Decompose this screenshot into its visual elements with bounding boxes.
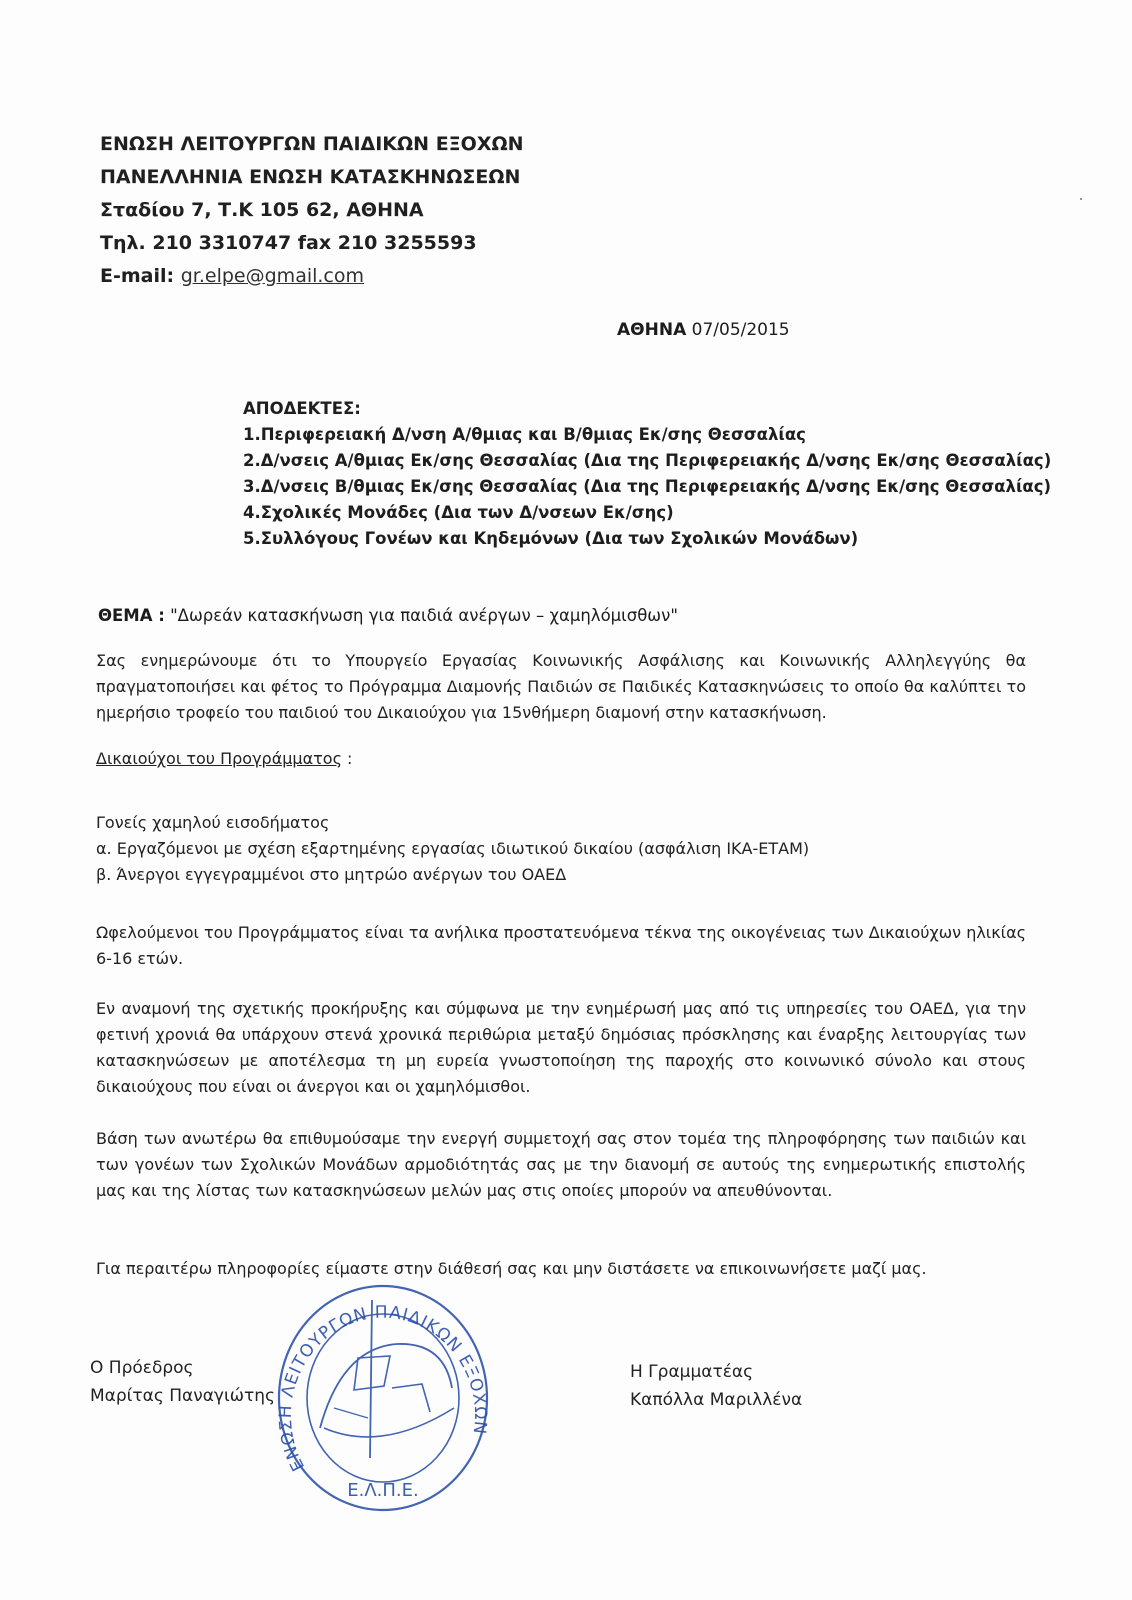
closing-paragraph: Για περαιτέρω πληροφορίες είμαστε στην διάθεσή σας και μην διστάσετε να επικοινωνήσετε μαζί μας.	[96, 1259, 927, 1278]
beneficiaries-group: Γονείς χαμηλού εισοδήματος	[96, 813, 330, 832]
subject-text: "Δωρεάν κατασκήνωση για παιδιά ανέργων – χαμηλόμισθων"	[164, 606, 678, 625]
intro-paragraph: Σας ενημερώνουμε ότι το Υπουργείο Εργασίας Κοινωνικής Ασφάλισης και Κοινωνικής Αλληλεγγύης θα πραγματοποιήσει και φέτος το Πρόγραμμα Διαμονής Παιδιών σε Παιδικές Κατασκηνώσεις το οποίο θα καλύπτει το ημερήσιο τροφείο του παιδιού του Δικαιούχου για 15νθήμερη διαμονή στην κατασκήνωση.	[96, 651, 1026, 722]
recipient-item: 5.Συλλόγους Γονέων και Κηδεμόνων (Δια των Σχολικών Μονάδων)	[243, 529, 859, 548]
recipient-item: 4.Σχολικές Μονάδες (Δια των Δ/νσεων Εκ/σης)	[243, 503, 674, 522]
email-link[interactable]: gr.elpe@gmail.com	[180, 265, 365, 287]
official-stamp	[272, 1278, 494, 1516]
org-address: Σταδίου 7, Τ.Κ 105 62, ΑΘΗΝΑ	[100, 199, 424, 221]
secretary-signature	[630, 1358, 802, 1414]
president-signature	[90, 1354, 275, 1410]
secretary-title: Η Γραμματέας	[630, 1362, 754, 1382]
president-title: Ο Πρόεδρος	[90, 1358, 194, 1378]
scan-speck	[1080, 198, 1082, 200]
recipient-item: 3.Δ/νσεις Β/θμιας Εκ/σης Θεσσαλίας (Δια της Περιφερειακής Δ/νσης Εκ/σης Θεσσαλίας)	[243, 477, 1052, 496]
beneficiaries-heading-line	[96, 746, 352, 772]
recipient-item: 1.Περιφερειακή Δ/νση Α/θμιας και Β/θμιας Εκ/σης Θεσσαλίας	[243, 425, 806, 444]
stamp-ring-text: ΕΝΩΣΗ ΛΕΙΤΟΥΡΓΩΝ ΠΑΙΔΙΚΩΝ ΕΞΟΧΩΝ	[275, 1302, 491, 1475]
beneficiary-item: α. Εργαζόμενοι με σχέση εξαρτημένης εργασίας ιδιωτικού δικαίου (ασφάλιση ΙΚΑ-ΕΤΑΜ)	[96, 839, 810, 858]
request-paragraph: Βάση των ανωτέρω θα επιθυμούσαμε την ενεργή συμμετοχή σας στον τομέα της πληροφόρησης των παιδιών και των γονέων των Σχολικών Μονάδων αρμοδιότητάς σας με την διανομή σε αυτούς της ενημερωτικής επιστολής μας και της λίστας των κατασκηνώσεων μελών μας στις οποίες μπορούν να απευθύνονται.	[96, 1129, 1026, 1200]
children-paragraph: Ωφελούμενοι του Προγράμματος είναι τα ανήλικα προστατευόμενα τέκνα της οικογένειας των Δικαιούχων ηλικίας 6-16 ετών.	[96, 923, 1026, 968]
email-label: E-mail:	[100, 265, 175, 287]
beneficiaries-list	[96, 810, 809, 888]
subject-line	[98, 606, 678, 625]
pending-paragraph: Εν αναμονή της σχετικής προκήρυξης και σύμφωνα με την ενημέρωσή μας από τις υπηρεσίες του ΟΑΕΔ, για την φετινή χρονιά θα υπάρχουν στενά χρονικά περιθώρια μεταξύ δημόσιας πρόσκλησης και έναρξης λειτουργίας των κατασκηνώσεων με αποτέλεσμα τη μη ευρεία γνωστοποίηση της παροχής στο κοινωνικό σύνολο και στους δικαιούχους που είναι οι άνεργοι και οι χαμηλόμισθοι.	[96, 999, 1026, 1096]
secretary-name: Καπόλλα Μαριλλένα	[630, 1390, 803, 1410]
org-phone-fax: Τηλ. 210 3310747 fax 210 3255593	[100, 232, 477, 254]
president-name: Μαρίτας Παναγιώτης	[90, 1386, 275, 1406]
stamp-seal-icon	[272, 1278, 494, 1516]
org-name-line1: ΕΝΩΣΗ ΛΕΙΤΟΥΡΓΩΝ ΠΑΙΔΙΚΩΝ ΕΞΟΧΩΝ	[100, 133, 524, 155]
date-value: 07/05/2015	[691, 320, 790, 340]
letter-date	[617, 320, 790, 340]
recipients-title: ΑΠΟΔΕΚΤΕΣ:	[243, 399, 361, 418]
org-name-line2: ΠΑΝΕΛΛΗΝΙΑ ΕΝΩΣΗ ΚΑΤΑΣΚΗΝΩΣΕΩΝ	[100, 166, 521, 188]
subject-label: ΘΕΜΑ :	[98, 606, 165, 625]
recipient-item: 2.Δ/νσεις Α/θμιας Εκ/σης Θεσσαλίας (Δια της Περιφερειακής Δ/νσης Εκ/σης Θεσσαλίας)	[243, 451, 1052, 470]
date-city: ΑΘΗΝΑ	[617, 320, 687, 340]
stamp-center-text: Ε.Λ.Π.Ε.	[347, 1480, 419, 1501]
letterhead	[100, 128, 524, 293]
beneficiary-item: β. Άνεργοι εγγεγραμμένοι στο μητρώο ανέργων του ΟΑΕΔ	[96, 865, 567, 884]
recipients-block	[243, 396, 1051, 552]
beneficiaries-heading: Δικαιούχοι του Προγράμματος	[96, 749, 342, 768]
org-email-line	[100, 260, 524, 293]
beneficiaries-colon: :	[341, 749, 353, 768]
